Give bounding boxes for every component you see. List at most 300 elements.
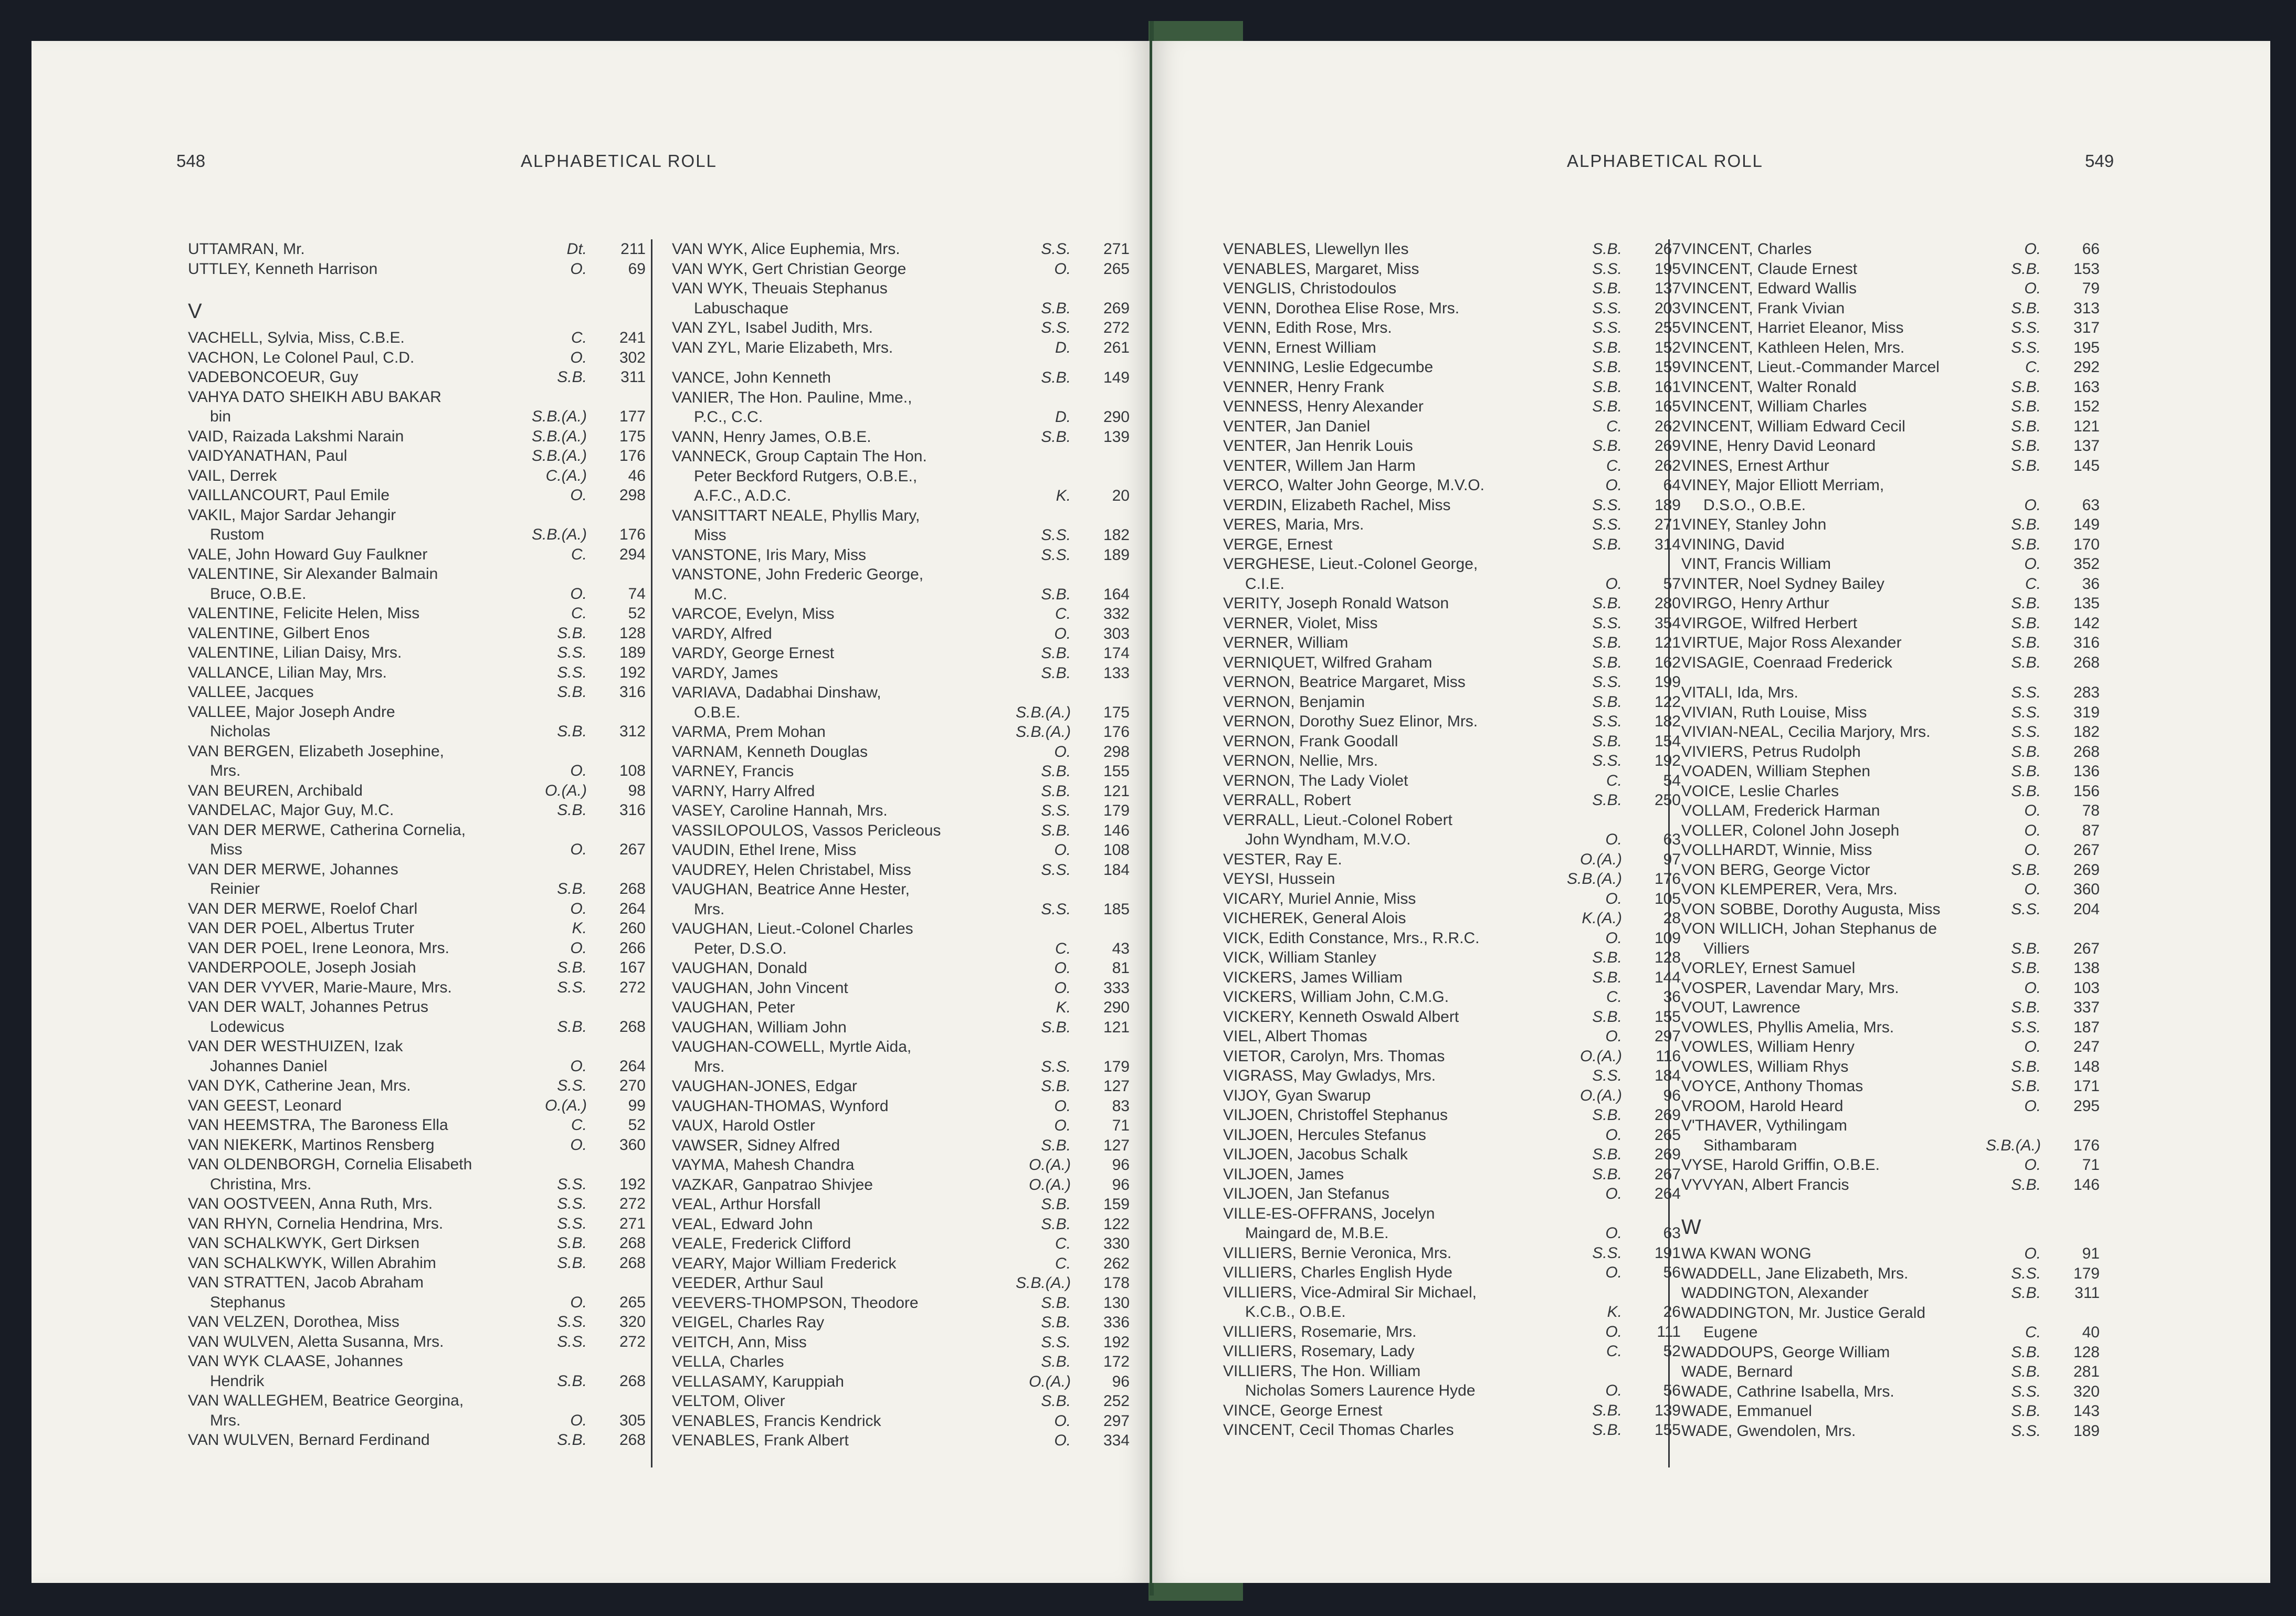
entry-class: S.S. bbox=[2011, 684, 2041, 701]
running-head: ALPHABETICAL ROLL bbox=[1567, 151, 1763, 171]
entry-class: S.B. bbox=[2011, 939, 2041, 957]
entry-page-ref: 192 bbox=[1103, 1333, 1130, 1351]
entry bbox=[1223, 712, 1685, 732]
entry-class: C. bbox=[1606, 988, 1622, 1006]
entry-name: VOSPER, Lavendar Mary, Mrs. bbox=[1681, 979, 1899, 997]
entry-class: S.B. bbox=[1041, 1294, 1071, 1312]
entry-page-ref: 109 bbox=[1654, 929, 1681, 947]
entry bbox=[1681, 722, 2104, 742]
entry-page-ref: 320 bbox=[2073, 1382, 2100, 1400]
entry-class: O. bbox=[2024, 821, 2041, 839]
entry-page-ref: 241 bbox=[619, 329, 646, 346]
entry-name: VENNING, Leslie Edgecumbe bbox=[1223, 358, 1434, 376]
entry-name: VAN VELZEN, Dorothea, Miss bbox=[188, 1313, 399, 1330]
entry-page-ref: 191 bbox=[1654, 1244, 1681, 1262]
entry-name: VIVIAN, Ruth Louise, Miss bbox=[1681, 703, 1867, 721]
entry-page-ref: 267 bbox=[1654, 1165, 1681, 1183]
entry-page-ref: 272 bbox=[619, 1333, 646, 1350]
entry-name: VICHEREK, General Alois bbox=[1223, 910, 1406, 927]
entry-class: C. bbox=[1055, 605, 1071, 622]
entry-page-ref: 316 bbox=[619, 801, 646, 819]
entry-name: VILLE-ES-OFFRANS, Jocelyn bbox=[1223, 1205, 1435, 1222]
entry-page-ref: 165 bbox=[1654, 398, 1681, 415]
entry-class: S.S. bbox=[2011, 1422, 2041, 1440]
entry-page-ref: 252 bbox=[1103, 1392, 1130, 1410]
entry bbox=[188, 1273, 650, 1293]
entry-class: C. bbox=[571, 605, 587, 622]
entry-name: WADDINGTON, Mr. Justice Gerald bbox=[1681, 1304, 1926, 1322]
entry-name: VENABLES, Margaret, Miss bbox=[1223, 260, 1419, 278]
entry-name: VANSTONE, John Frederic George, bbox=[672, 566, 924, 583]
entry-class: S.B. bbox=[1041, 645, 1071, 662]
entry-page-ref: 83 bbox=[1112, 1097, 1130, 1115]
entry-page-ref: 313 bbox=[2073, 299, 2100, 317]
entry-name: VIVIAN-NEAL, Cecilia Marjory, Mrs. bbox=[1681, 723, 1931, 741]
entry-page-ref: 87 bbox=[2082, 821, 2100, 839]
entry-name: Miss bbox=[694, 526, 726, 544]
entry-page-ref: 149 bbox=[2073, 516, 2100, 533]
entry bbox=[1681, 417, 2104, 437]
entry-class: S.B. bbox=[1592, 634, 1622, 651]
entry bbox=[672, 1136, 1134, 1156]
entry-page-ref: 146 bbox=[2073, 1176, 2100, 1193]
entry-name: Hendrik bbox=[210, 1372, 265, 1390]
entry-name: WA KWAN WONG bbox=[1681, 1245, 1811, 1262]
entry-page-ref: 162 bbox=[1654, 653, 1681, 671]
entry-name: VENN, Dorothea Elise Rose, Mrs. bbox=[1223, 299, 1460, 317]
entry bbox=[1223, 436, 1685, 456]
entry bbox=[188, 899, 650, 919]
entry-continuation bbox=[188, 1057, 650, 1076]
entry bbox=[672, 998, 1134, 1018]
entry-page-ref: 176 bbox=[619, 526, 646, 543]
entry-class: C. bbox=[1606, 457, 1622, 474]
entry-class: O. bbox=[570, 762, 587, 779]
entry-name: VILLIERS, The Hon. William bbox=[1223, 1362, 1421, 1380]
entry-name: VARDY, George Ernest bbox=[672, 645, 835, 662]
entry-name: VINCENT, Cecil Thomas Charles bbox=[1223, 1421, 1454, 1439]
entry bbox=[1223, 259, 1685, 279]
entry-class: S.S. bbox=[2011, 1264, 2041, 1282]
entry bbox=[1681, 653, 2104, 673]
entry bbox=[672, 318, 1134, 338]
entry-class: S.S. bbox=[1041, 1333, 1071, 1351]
entry bbox=[188, 1194, 650, 1214]
entry-page-ref: 138 bbox=[2073, 959, 2100, 977]
entry bbox=[1681, 239, 2104, 259]
entry-class: O. bbox=[1605, 1185, 1622, 1202]
entry bbox=[188, 978, 650, 998]
entry-page-ref: 316 bbox=[2073, 634, 2100, 651]
entry-name: VAN HEEMSTRA, The Baroness Ella bbox=[188, 1116, 448, 1134]
entry-name: VESTER, Ray E. bbox=[1223, 850, 1342, 868]
section-letter: W bbox=[1681, 1216, 1701, 1239]
entry-page-ref: 176 bbox=[2073, 1136, 2100, 1154]
entry-page-ref: 271 bbox=[1103, 240, 1130, 258]
entry-page-ref: 261 bbox=[1103, 339, 1130, 356]
entry-page-ref: 128 bbox=[1654, 949, 1681, 966]
entry bbox=[188, 446, 650, 466]
entry-page-ref: 268 bbox=[619, 1431, 646, 1449]
entry-name: VAN WYK CLAASE, Johannes bbox=[188, 1353, 403, 1370]
page-number: 549 bbox=[2085, 151, 2114, 171]
entry-name: VALENTINE, Lilian Daisy, Mrs. bbox=[188, 644, 402, 661]
entry-name: VINCENT, Charles bbox=[1681, 240, 1812, 258]
entry-class: K. bbox=[1056, 999, 1071, 1016]
entry-page-ref: 36 bbox=[2082, 575, 2100, 593]
entry-page-ref: 250 bbox=[1654, 791, 1681, 809]
entry-page-ref: 137 bbox=[1654, 280, 1681, 297]
entry-name: VADEBONCOEUR, Guy bbox=[188, 368, 359, 386]
entry bbox=[1681, 801, 2104, 821]
entry bbox=[1223, 594, 1685, 614]
entry-page-ref: 176 bbox=[1103, 723, 1130, 741]
entry-class: K.(A.) bbox=[1582, 910, 1622, 927]
entry-class: C. bbox=[1055, 1254, 1071, 1272]
entry-page-ref: 195 bbox=[2073, 339, 2100, 356]
entry-class: S.B.(A.) bbox=[531, 408, 587, 425]
book-spine-top bbox=[1149, 21, 1243, 42]
entry bbox=[1681, 703, 2104, 723]
entry bbox=[188, 564, 650, 584]
entry-name: VICKERS, William John, C.M.G. bbox=[1223, 988, 1449, 1006]
entry bbox=[672, 259, 1134, 279]
entry-class: S.B. bbox=[1041, 1136, 1071, 1154]
entry-page-ref: 175 bbox=[1103, 703, 1130, 721]
entry-class: C. bbox=[2025, 575, 2041, 593]
entry-class: S.S. bbox=[1592, 673, 1622, 691]
entry bbox=[188, 328, 650, 348]
entry-name: VICKERY, Kenneth Oswald Albert bbox=[1223, 1008, 1459, 1026]
entry-page-ref: 337 bbox=[2073, 999, 2100, 1016]
entry bbox=[672, 368, 1134, 388]
entry-page-ref: 155 bbox=[1103, 763, 1130, 780]
entry-name: Peter, D.S.O. bbox=[694, 939, 787, 957]
entry-class: S.B. bbox=[557, 1234, 587, 1252]
entry-name: Peter Beckford Rutgers, O.B.E., bbox=[694, 467, 918, 485]
entry-page-ref: 91 bbox=[2082, 1245, 2100, 1262]
entry bbox=[1681, 1116, 2104, 1136]
entry-class: C. bbox=[1055, 939, 1071, 957]
entry-continuation bbox=[1681, 1323, 2104, 1343]
entry-page-ref: 264 bbox=[1654, 1185, 1681, 1202]
entry-class: S.B. bbox=[557, 959, 587, 976]
entry-page-ref: 52 bbox=[628, 605, 646, 622]
entry-page-ref: 122 bbox=[1654, 693, 1681, 711]
entry bbox=[1681, 279, 2104, 299]
entry-page-ref: 311 bbox=[620, 368, 646, 386]
entry-name: Mrs. bbox=[210, 1411, 241, 1429]
entry-page-ref: 360 bbox=[619, 1136, 646, 1154]
entry-page-ref: 78 bbox=[2082, 802, 2100, 819]
entry-page-ref: 319 bbox=[2073, 703, 2100, 721]
entry bbox=[672, 722, 1134, 742]
entry-page-ref: 54 bbox=[1663, 772, 1681, 789]
entry-class: S.B. bbox=[1592, 535, 1622, 553]
entry-class: O.(A.) bbox=[1580, 1047, 1622, 1065]
entry bbox=[1223, 397, 1685, 417]
entry-name: Bruce, O.B.E. bbox=[210, 585, 307, 603]
entry-class: S.B.(A.) bbox=[531, 427, 587, 445]
entry-class: S.S. bbox=[1041, 319, 1071, 336]
entry-name: VINTER, Noel Sydney Bailey bbox=[1681, 575, 1884, 593]
entry-continuation bbox=[188, 879, 650, 899]
entry-name: VAN DER VYVER, Marie-Maure, Mrs. bbox=[188, 978, 452, 996]
entry-class: S.B. bbox=[2011, 959, 2041, 977]
entry-page-ref: 272 bbox=[619, 978, 646, 996]
entry-name: VENTER, Jan Daniel bbox=[1223, 417, 1371, 435]
entry bbox=[188, 1214, 650, 1234]
entry-page-ref: 103 bbox=[2073, 979, 2100, 997]
entry bbox=[1681, 1155, 2104, 1175]
entry-page-ref: 192 bbox=[619, 1175, 646, 1193]
entry-page-ref: 164 bbox=[1103, 585, 1130, 603]
entry-page-ref: 69 bbox=[628, 260, 646, 278]
entry-page-ref: 302 bbox=[619, 348, 646, 366]
entry-name: Villiers bbox=[1703, 939, 1750, 957]
entry-name: VINE, Henry David Leonard bbox=[1681, 437, 1876, 455]
entry-class: K. bbox=[1607, 1303, 1622, 1321]
entry-page-ref: 192 bbox=[1654, 752, 1681, 769]
entry-gap bbox=[672, 357, 1134, 368]
entry-class: S.B.(A.) bbox=[531, 526, 587, 543]
entry bbox=[1681, 1037, 2104, 1057]
entry bbox=[672, 1195, 1134, 1214]
entry bbox=[672, 1018, 1134, 1038]
entry-name: VILJOEN, Christoffel Stephanus bbox=[1223, 1106, 1448, 1124]
entry-name: VAN NIEKERK, Martinos Rensberg bbox=[188, 1136, 435, 1154]
entry-name: VAID, Raizada Lakshmi Narain bbox=[188, 427, 404, 445]
entry-class: S.B. bbox=[1041, 299, 1071, 317]
entry bbox=[1223, 299, 1685, 319]
entry-page-ref: 128 bbox=[2073, 1343, 2100, 1361]
entry bbox=[1223, 476, 1685, 495]
entry bbox=[1681, 357, 2104, 377]
entry bbox=[672, 742, 1134, 762]
entry-name: VOUT, Lawrence bbox=[1681, 999, 1800, 1016]
entry bbox=[672, 338, 1134, 358]
entry-name: C.I.E. bbox=[1245, 575, 1285, 593]
column bbox=[651, 239, 1134, 1467]
entry-class: S.B.(A.) bbox=[1985, 1136, 2041, 1154]
entry bbox=[1223, 515, 1685, 535]
entry-name: VOLLER, Colonel John Joseph bbox=[1681, 821, 1900, 839]
entry-name: VILJOEN, Hercules Stefanus bbox=[1223, 1126, 1426, 1144]
entry-page-ref: 149 bbox=[1103, 369, 1130, 386]
entry-name: VINES, Ernest Arthur bbox=[1681, 457, 1829, 474]
entry bbox=[188, 820, 650, 840]
entry bbox=[188, 545, 650, 565]
entry bbox=[672, 1037, 1134, 1057]
entry-continuation bbox=[1681, 495, 2104, 515]
entry-class: S.S. bbox=[2011, 339, 2041, 356]
entry bbox=[672, 840, 1134, 860]
entry-class: O. bbox=[2024, 841, 2041, 859]
entry bbox=[1681, 515, 2104, 535]
entry-name: WADE, Bernard bbox=[1681, 1363, 1793, 1380]
entry bbox=[672, 279, 1134, 299]
entry-class: O. bbox=[1605, 1382, 1622, 1399]
entry-class: S.S. bbox=[557, 1333, 587, 1350]
entry-class: S.B. bbox=[1041, 1196, 1071, 1213]
entry-continuation bbox=[672, 703, 1134, 723]
entry-class: S.S. bbox=[1592, 319, 1622, 336]
entry-continuation bbox=[188, 840, 650, 860]
entry bbox=[672, 506, 1134, 526]
entry-class: O. bbox=[1054, 1432, 1071, 1449]
entry-name: VARDY, Alfred bbox=[672, 625, 772, 642]
entry-name: VANSTONE, Iris Mary, Miss bbox=[672, 546, 867, 564]
entry-name: VARNAM, Kenneth Douglas bbox=[672, 743, 868, 761]
entry-class: S.B. bbox=[1592, 1165, 1622, 1183]
entry-page-ref: 187 bbox=[2073, 1018, 2100, 1036]
entry-name: VEEVERS-THOMPSON, Theodore bbox=[672, 1294, 919, 1312]
entry-continuation bbox=[672, 525, 1134, 545]
entry-class: O. bbox=[1054, 743, 1071, 761]
entry-page-ref: 176 bbox=[1654, 870, 1681, 888]
entry-class: S.B. bbox=[1041, 1018, 1071, 1036]
entry-continuation bbox=[188, 1411, 650, 1431]
entry bbox=[188, 387, 650, 407]
entry-name: Lodewicus bbox=[210, 1018, 285, 1036]
entry bbox=[672, 1391, 1134, 1411]
entry-page-ref: 290 bbox=[1103, 999, 1130, 1016]
entry-name: Sithambaram bbox=[1703, 1136, 1797, 1154]
entry-page-ref: 135 bbox=[2073, 595, 2100, 612]
entry-class: S.B. bbox=[557, 723, 587, 740]
entry-class: S.B. bbox=[1592, 378, 1622, 396]
entry bbox=[672, 880, 1134, 900]
entry bbox=[672, 427, 1134, 447]
entry-name: VILLIERS, Bernie Veronica, Mrs. bbox=[1223, 1244, 1452, 1262]
entry-name: O.B.E. bbox=[694, 703, 741, 721]
entry-class: S.B. bbox=[1592, 358, 1622, 376]
entry bbox=[1223, 495, 1685, 515]
entry-name: VAUDIN, Ethel Irene, Miss bbox=[672, 841, 857, 859]
entry-class: O. bbox=[1605, 1126, 1622, 1144]
entry bbox=[672, 1313, 1134, 1333]
entry-page-ref: 116 bbox=[1656, 1047, 1681, 1065]
entry-name: VIETOR, Carolyn, Mrs. Thomas bbox=[1223, 1047, 1445, 1065]
entry-name: Johannes Daniel bbox=[210, 1057, 328, 1075]
entry-name: VAIDYANATHAN, Paul bbox=[188, 447, 347, 464]
entry bbox=[188, 367, 650, 387]
entry-page-ref: 63 bbox=[1663, 1224, 1681, 1242]
entry-class: D. bbox=[1055, 408, 1071, 426]
entry bbox=[672, 1411, 1134, 1431]
entry-class: S.S. bbox=[1041, 802, 1071, 819]
entry bbox=[188, 643, 650, 663]
entry-page-ref: 121 bbox=[2073, 417, 2100, 435]
entry-class: S.S. bbox=[1041, 240, 1071, 258]
entry-class: O. bbox=[1605, 1264, 1622, 1281]
entry bbox=[1681, 762, 2104, 781]
entry-page-ref: 268 bbox=[619, 1234, 646, 1252]
entry-page-ref: 146 bbox=[1103, 821, 1130, 839]
entry bbox=[672, 663, 1134, 683]
entry bbox=[188, 860, 650, 880]
entry bbox=[1681, 594, 2104, 614]
entry bbox=[188, 466, 650, 486]
entry bbox=[672, 1293, 1134, 1313]
entry-name: VIJOY, Gyan Swarup bbox=[1223, 1086, 1371, 1104]
entry-page-ref: 137 bbox=[2073, 437, 2100, 455]
entry-page-ref: 298 bbox=[1103, 743, 1130, 761]
entry bbox=[1223, 1322, 1685, 1342]
entry bbox=[1681, 1362, 2104, 1382]
entry bbox=[1681, 840, 2104, 860]
entry-name: VILLIERS, Rosemary, Lady bbox=[1223, 1343, 1415, 1360]
entry bbox=[672, 565, 1134, 585]
entry bbox=[672, 781, 1134, 801]
entry-name: VERNON, Beatrice Margaret, Miss bbox=[1223, 673, 1466, 691]
entry-page-ref: 111 bbox=[1657, 1323, 1681, 1340]
entry-continuation bbox=[188, 1175, 650, 1195]
entry-name: VERNON, Frank Goodall bbox=[1223, 732, 1398, 750]
entry bbox=[672, 545, 1134, 565]
entry-page-ref: 334 bbox=[1103, 1432, 1130, 1449]
entry-class: S.B. bbox=[2011, 1058, 2041, 1075]
entry-name: V'THAVER, Vythilingam bbox=[1681, 1117, 1847, 1134]
entry-name: VINCENT, Harriet Eleanor, Miss bbox=[1681, 319, 1904, 336]
entry-name: VORLEY, Ernest Samuel bbox=[1681, 959, 1856, 977]
entry-page-ref: 189 bbox=[2073, 1422, 2100, 1440]
entry-class: O. bbox=[2024, 1097, 2041, 1115]
entry-name: VAN DER MERWE, Johannes bbox=[188, 860, 398, 878]
entry bbox=[672, 821, 1134, 841]
entry-continuation bbox=[188, 1371, 650, 1391]
entry-page-ref: 260 bbox=[619, 920, 646, 937]
entry-class: S.B. bbox=[1592, 240, 1622, 258]
entry-name: VAUGHAN, Peter bbox=[672, 999, 795, 1016]
entry-class: O. bbox=[1605, 1028, 1622, 1045]
entry-continuation bbox=[188, 407, 650, 427]
entry-page-ref: 262 bbox=[1654, 457, 1681, 474]
entry bbox=[1681, 436, 2104, 456]
entry-class: S.S. bbox=[1041, 1058, 1071, 1075]
entry-name: VENNER, Henry Frank bbox=[1223, 378, 1384, 396]
entry bbox=[1681, 574, 2104, 594]
entry-page-ref: 352 bbox=[2073, 555, 2100, 573]
entry-class: O.(A.) bbox=[1029, 1176, 1071, 1193]
entry-page-ref: 262 bbox=[1103, 1254, 1130, 1272]
entry-page-ref: 139 bbox=[1103, 428, 1130, 446]
entry-name: VANCE, John Kenneth bbox=[672, 369, 831, 386]
entry-class: O. bbox=[1054, 1117, 1071, 1134]
entry-page-ref: 179 bbox=[1103, 802, 1130, 819]
entry-name: VAUGHAN, Donald bbox=[672, 959, 807, 977]
entry-name: VIRGOE, Wilfred Herbert bbox=[1681, 614, 1858, 632]
entry bbox=[188, 1037, 650, 1057]
entry-class: O.(A.) bbox=[1029, 1156, 1071, 1174]
entry-page-ref: 159 bbox=[1103, 1196, 1130, 1213]
entry-page-ref: 144 bbox=[1654, 968, 1681, 986]
entry-name: VEAL, Arthur Horsfall bbox=[672, 1196, 821, 1213]
entry-class: S.B. bbox=[1592, 968, 1622, 986]
entry-class: S.B. bbox=[1592, 339, 1622, 356]
entry-page-ref: 184 bbox=[1654, 1067, 1681, 1084]
entry bbox=[672, 1076, 1134, 1096]
entry-page-ref: 312 bbox=[619, 723, 646, 740]
entry-continuation bbox=[1223, 1223, 1685, 1243]
entry-continuation bbox=[188, 525, 650, 545]
entry bbox=[188, 742, 650, 762]
entry bbox=[1681, 338, 2104, 358]
entry-name: VAN OLDENBORGH, Cornelia Elisabeth bbox=[188, 1156, 472, 1173]
entry-class: C. bbox=[1606, 1343, 1622, 1360]
entry bbox=[1223, 889, 1685, 909]
entry-page-ref: 195 bbox=[1654, 260, 1681, 278]
